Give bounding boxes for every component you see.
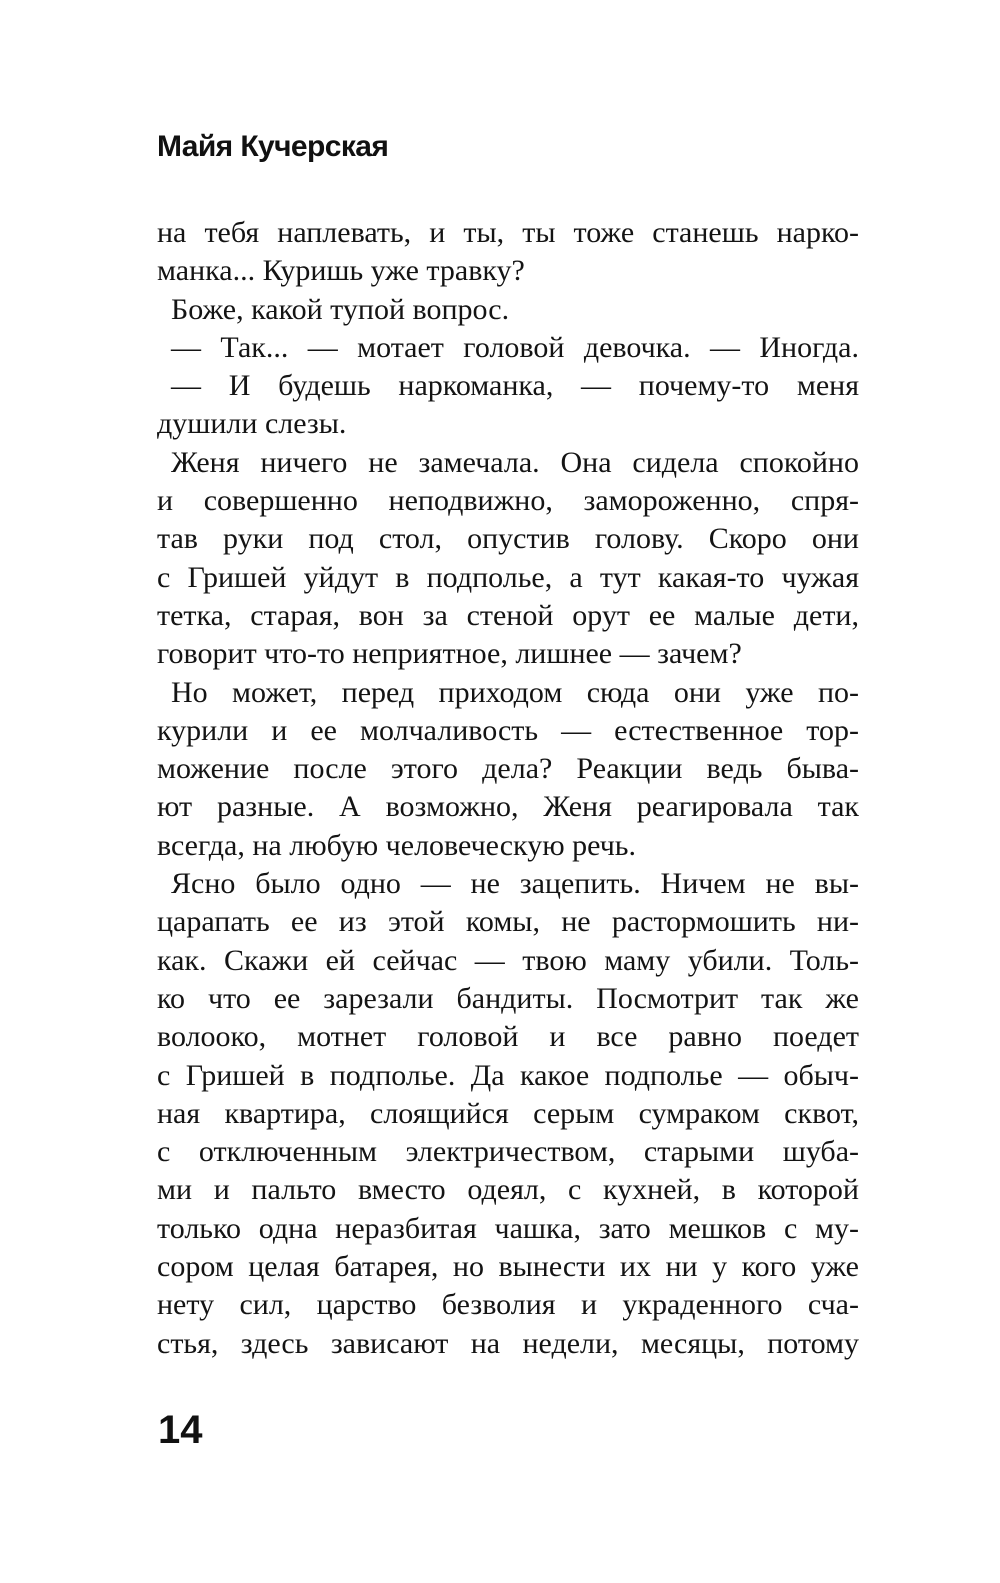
text-line: стья, здесь зависают на недели, месяцы, потому	[157, 1326, 859, 1360]
text-line: с Гришей уйдут в подполье, а тут какая-то чужая	[157, 560, 859, 594]
text-line: волооко, мотнет головой и все равно поедет	[157, 1020, 859, 1054]
text-line: и совершенно неподвижно, замороженно, спря-	[157, 484, 859, 518]
text-line: с отключенным электричеством, старыми шуба-	[157, 1135, 859, 1169]
text-line: Боже, какой тупой вопрос.	[171, 292, 510, 326]
text-line: Ясно было одно — не зацепить. Ничем не вы-	[171, 867, 859, 901]
running-header-author: Майя Кучерская	[157, 130, 389, 163]
text-line: царапать ее из этой комы, не растормошить ни-	[157, 905, 859, 939]
text-line: тетка, старая, вон за стеной орут ее малые дети,	[157, 598, 859, 632]
page-number: 14	[158, 1408, 203, 1452]
text-line: тав руки под стол, опустив голову. Скоро они	[157, 522, 859, 556]
text-line: ми и пальто вместо одеял, с кухней, в которой	[157, 1173, 859, 1207]
text-line: ко что ее зарезали бандиты. Посмотрит так же	[157, 981, 859, 1015]
text-line: можение после этого дела? Реакции ведь быва-	[157, 752, 859, 786]
text-line: манка... Куришь уже травку?	[157, 254, 525, 288]
text-line: Женя ничего не замечала. Она сидела спокойно	[171, 445, 859, 479]
text-line: только одна неразбитая чашка, зато мешков с му-	[157, 1211, 859, 1245]
text-line: на тебя наплевать, и ты, ты тоже станешь нарко-	[157, 216, 859, 249]
text-line: — И будешь наркоманка, — почему-то меня	[171, 369, 859, 403]
text-block	[157, 214, 859, 1363]
text-line: нету сил, царство безволия и украденного сча-	[157, 1288, 859, 1322]
text-line: ют разные. А возможно, Женя реагировала так	[157, 790, 859, 824]
text-line: с Гришей в подполье. Да какое подполье — обыч-	[157, 1058, 859, 1092]
text-line: курили и ее молчаливость — естественное тор-	[157, 713, 859, 747]
text-line: сором целая батарея, но вынести их ни у кого уже	[157, 1250, 859, 1284]
text-line: как. Скажи ей сейчас — твою маму убили. Толь-	[157, 943, 859, 977]
text-line: душили слезы.	[157, 407, 347, 441]
text-line: говорит что-то неприятное, лишнее — зачем?	[157, 637, 742, 671]
text-line: всегда, на любую человеческую речь.	[157, 828, 636, 862]
text-line: ная квартира, слоящийся серым сумраком сквот,	[157, 1096, 859, 1130]
text-line: Но может, перед приходом сюда они уже по-	[171, 675, 859, 709]
text-line: — Так... — мотает головой девочка. — Иногда.	[171, 330, 859, 364]
